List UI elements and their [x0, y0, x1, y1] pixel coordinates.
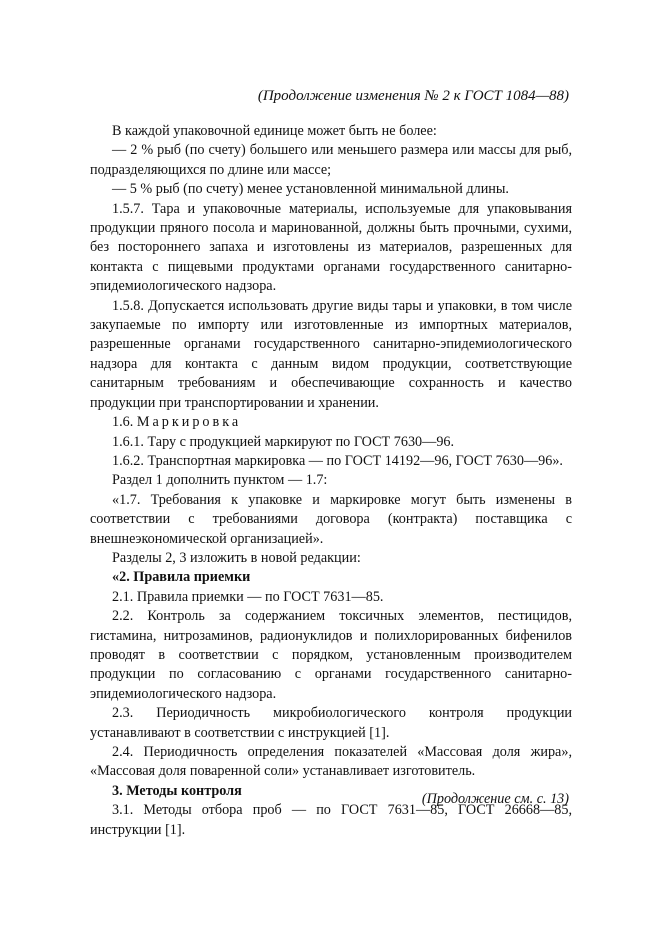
paragraph-2-4: 2.4. Периодичность определения показателей «Массовая доля жира», «Массовая доля поваренной соли» устанавливает изготовитель.: [90, 744, 572, 780]
paragraph-1-6-2: 1.6.2. Транспортная маркировка — по ГОСТ 14192—96, ГОСТ 7630—96».: [112, 452, 563, 469]
paragraph-1-6-1: 1.6.1. Тару с продукцией маркируют по ГОСТ 7630—96.: [112, 433, 455, 450]
paragraph: Разделы 2, 3 изложить в новой редакции:: [112, 549, 361, 566]
section-number: 1.6.: [112, 414, 134, 431]
section-2-heading: «2. Правила приемки: [112, 569, 251, 586]
document-body: [90, 122, 572, 840]
paragraph-1-5-7: 1.5.7. Тара и упаковочные материалы, используемые для упаковывания продукции пряного посола и маринованной, должны быть прочными, сухими, без постороннего запаха и изготовлены из материалов, разрешенных для контакта с пищевыми продуктами органами государственного санитарно-эпидемиологического надзора.: [90, 200, 572, 295]
paragraph-3-1: 3.1. Методы отбора проб — по ГОСТ 7631—85, ГОСТ 26668—85, инструкции [1].: [90, 802, 572, 838]
section-3-heading: 3. Методы контроля: [112, 782, 242, 799]
continuation-footer: (Продолжение см. с. 13): [421, 791, 569, 807]
section-1-6-heading: [90, 413, 572, 432]
paragraph-2-3: 2.3. Периодичность микробиологического контроля продукции устанавливают в соответствии с инструкцией [1].: [90, 705, 572, 741]
paragraph: Раздел 1 дополнить пунктом — 1.7:: [112, 472, 328, 489]
paragraph: — 2 % рыб (по счету) большего или меньшего размера или массы для рыб, подразделяющихся по длине или массе;: [90, 142, 572, 178]
paragraph-1-7: «1.7. Требования к упаковке и маркировке могут быть изменены в соответствии с требованиями договора (контракта) поставщика с внешнеэкономической организацией».: [90, 491, 572, 547]
paragraph-1-5-8: 1.5.8. Допускается использовать другие виды тары и упаковки, в том числе закупаемые по импорту или изготовленные из импортных материалов, разрешенные органами государственного санитарно-эпидемиологического надзора для контакта с данным видом продукции, соответствующие санитарным требованиям и обеспечивающие сохранность и качество продукции при транспортировании и хранении.: [90, 297, 572, 411]
paragraph-2-2: 2.2. Контроль за содержанием токсичных элементов, пестицидов, гистамина, нитрозаминов, радионуклидов и полихлорированных бифенилов проводят в соответствии с порядком, установленным производителем продукции по согласованию с органами государственного санитарно-эпидемиологического надзора.: [90, 608, 572, 702]
continuation-header: (Продолжение изменения № 2 к ГОСТ 1084—88): [257, 88, 569, 104]
paragraph-2-1: 2.1. Правила приемки — по ГОСТ 7631—85.: [112, 588, 384, 605]
paragraph: В каждой упаковочной единице может быть не более:: [112, 123, 437, 139]
paragraph: — 5 % рыб (по счету) менее установленной минимальной длины.: [112, 181, 509, 198]
section-title: Маркировка: [136, 414, 242, 431]
